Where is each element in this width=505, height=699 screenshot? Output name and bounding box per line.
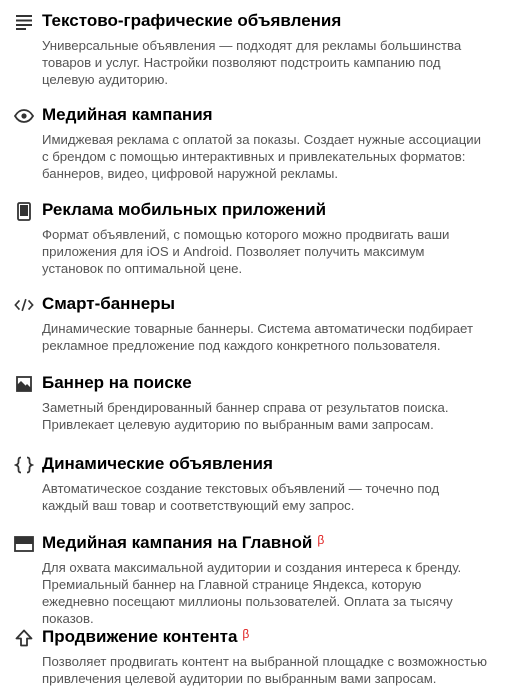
campaign-type-description: Динамические товарные баннеры. Система автоматически подбирает рекламное предложение под каждого конкретного пользователя. [42,321,473,353]
eye-icon [14,106,34,126]
campaign-type-title: Продвижение контента $^\beta$ [42,627,250,646]
image-icon [14,374,34,394]
campaign-type-description: Заметный брендированный баннер справа от результатов поиска. Привлекает целевую аудиторию по выбранным вами запросам. [42,400,449,432]
campaign-type-title: Динамические объявления [42,454,273,473]
menu-lines-icon [14,12,34,32]
campaign-type-description: Универсальные объявления — подходят для рекламы большинства товаров и услуг. Настройки позволяют подстроить кампанию под целевую аудиторию. [42,38,462,87]
smartphone-icon [14,201,34,221]
banner-icon [14,534,34,554]
campaign-type-description: Автоматическое создание текстовых объявлений — точечно под каждый ваш товар и соответствующий ему запрос. [42,481,440,513]
braces-icon [14,455,34,475]
code-icon [14,295,34,315]
campaign-type-description: Формат объявлений, с помощью которого можно продвигать ваши приложения для iOS и Android. Позволяет получить максимум установок по оптимальной цене. [42,227,450,276]
campaign-type-title: Реклама мобильных приложений [42,200,327,219]
campaign-type-description: Имиджевая реклама с оплатой за показы. Создает нужные ассоциации с брендом с помощью интерактивных и привлекательных форматов: баннеров, видео, цифровой наружной рекламы. [42,132,482,181]
campaign-type-description: Позволяет продвигать контент на выбранной площадке с возможностью привлечения целевой аудитории по выбранным вами запросам. [42,654,487,686]
campaign-type-title: Медийная кампания [42,105,213,124]
campaign-type-title: Медийная кампания на Главной $^\beta$ [42,533,325,552]
arrow-up-icon [14,628,34,648]
campaign-type-title: Смарт-баннеры [42,294,176,313]
beta-badge: β [317,533,325,547]
campaign-type-title: Баннер на поиске [42,373,192,392]
campaign-type-title: Текстово-графические объявления [42,11,342,30]
campaign-type-description: Для охвата максимальной аудитории и создания интереса к бренду. Премиальный баннер на Главной странице Яндекса, которую ежедневно посещают миллионы пользователей. Оплата за тысячу показов. [42,560,462,626]
beta-badge: β [242,627,250,641]
